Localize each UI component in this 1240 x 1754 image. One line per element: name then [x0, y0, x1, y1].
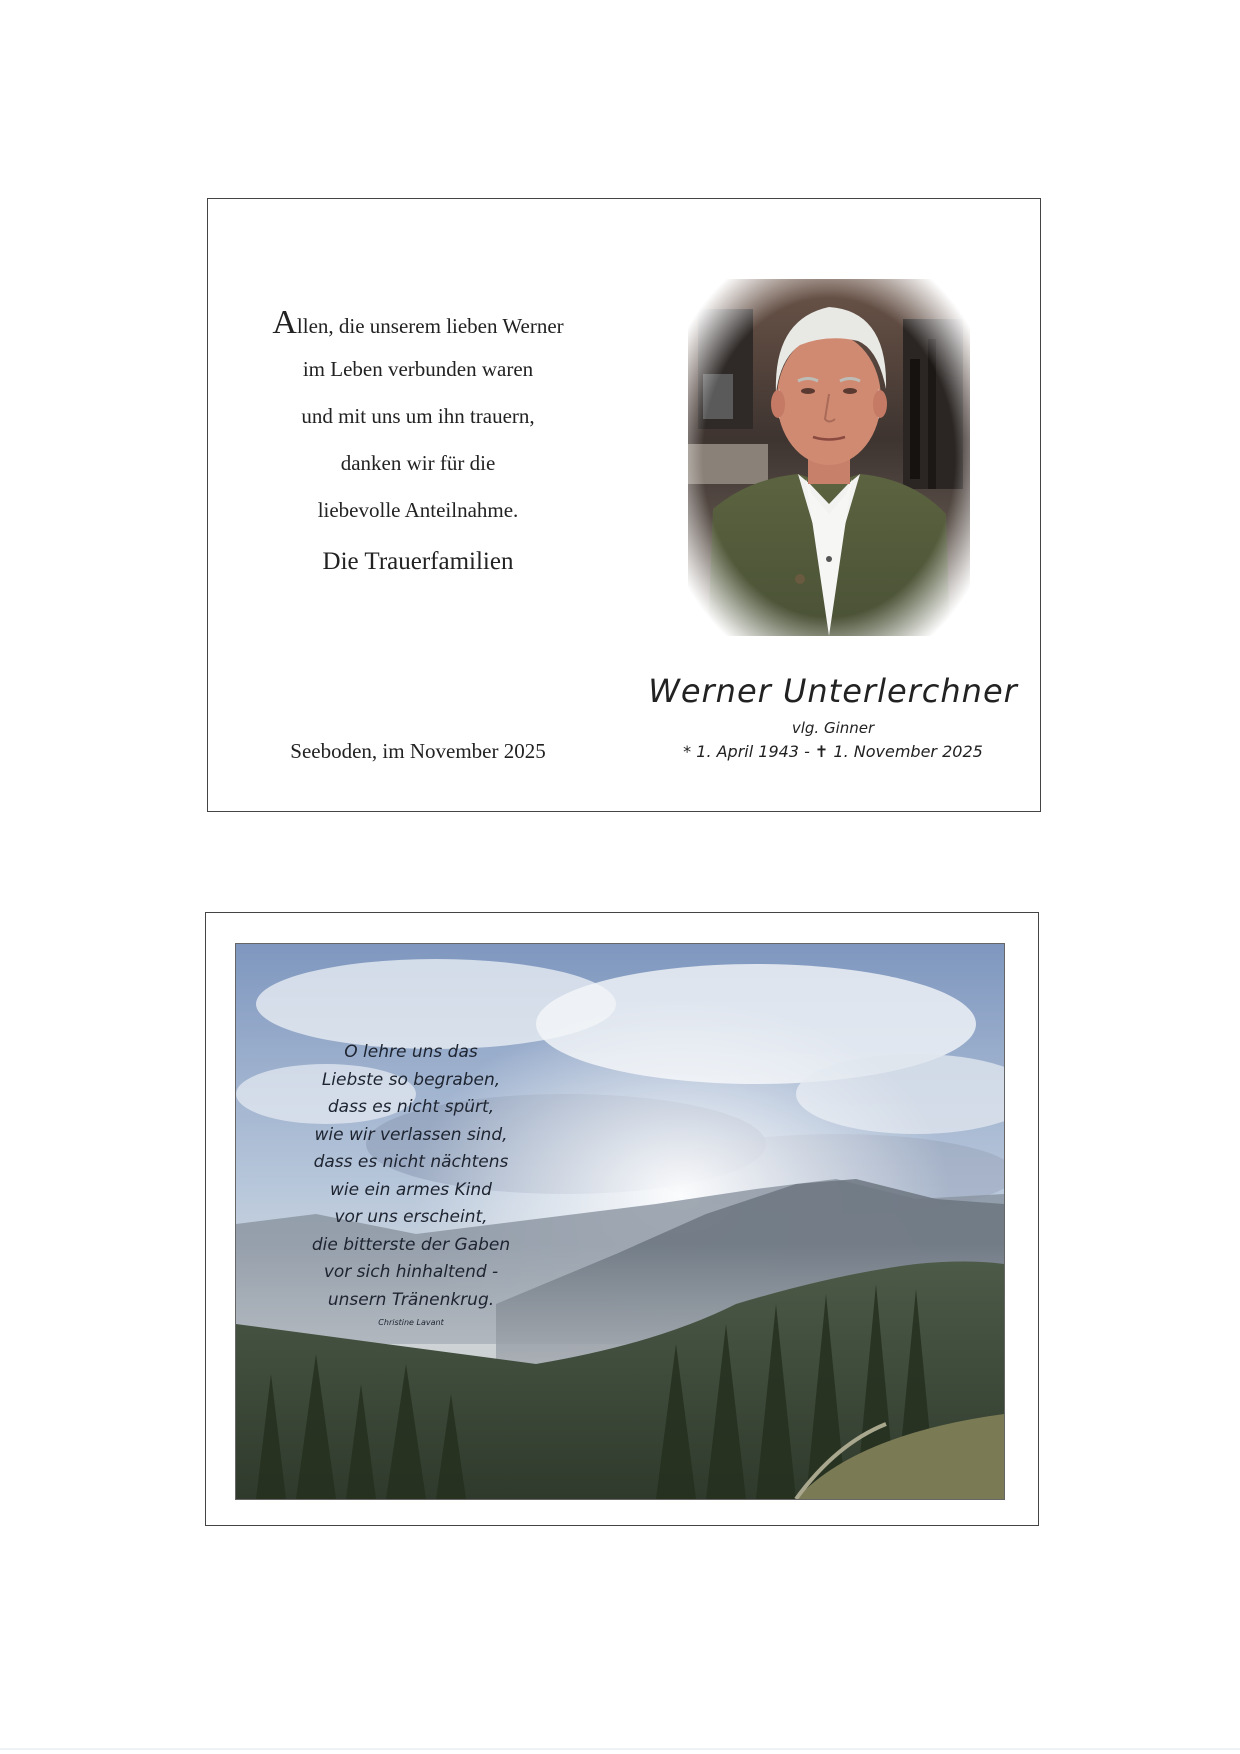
poem-line-8: die bitterste der Gaben: [311, 1234, 511, 1255]
poem-line-10: unsern Tränenkrug.: [327, 1289, 495, 1310]
scan-edge-line: [0, 1748, 1240, 1750]
thanks-line-3: und mit uns um ihn trauern,: [301, 404, 535, 428]
poem-line-5: dass es nicht nächtens: [313, 1152, 509, 1172]
poem-line-1: O lehre uns das: [344, 1042, 478, 1062]
thank-you-card: [207, 198, 1041, 812]
thanks-line-1: [238, 299, 598, 346]
thanks-line-1-rest: llen, die unserem lieben Werner: [296, 314, 564, 338]
poem-line-6: wie ein armes Kind: [330, 1179, 492, 1200]
poem-author: Christine Lavant: [378, 1318, 444, 1327]
life-dates: * 1. April 1943 - ✝ 1. November 2025: [683, 742, 983, 761]
thanks-line-2: im Leben verbunden waren: [302, 357, 534, 381]
poem-line-7: vor uns erscheint,: [334, 1207, 488, 1227]
thanks-line-4: danken wir für die: [340, 451, 496, 475]
poem-line-4: wie wir verlassen sind,: [314, 1124, 508, 1145]
deceased-name: Werner Unterlerchner: [648, 672, 1018, 710]
poem-line-2: Liebste so begraben,: [321, 1069, 501, 1090]
portrait-photo: [688, 279, 970, 636]
signature: Die Trauerfamilien: [322, 548, 514, 575]
poem-line-9: vor sich hinhaltend -: [323, 1262, 499, 1282]
thank-you-text: [238, 299, 598, 576]
poem-card: [205, 912, 1039, 1526]
thanks-line-1-initial: A: [272, 304, 297, 341]
place-date: Seeboden, im November 2025: [290, 739, 546, 763]
landscape-photo: [235, 943, 1005, 1500]
farm-name: vlg. Ginner: [791, 719, 875, 737]
poem-line-3: dass es nicht spürt,: [327, 1097, 495, 1117]
thanks-line-5: liebevolle Anteilnahme.: [317, 498, 519, 522]
name-block: [628, 669, 1038, 765]
poem: [296, 1039, 526, 1330]
